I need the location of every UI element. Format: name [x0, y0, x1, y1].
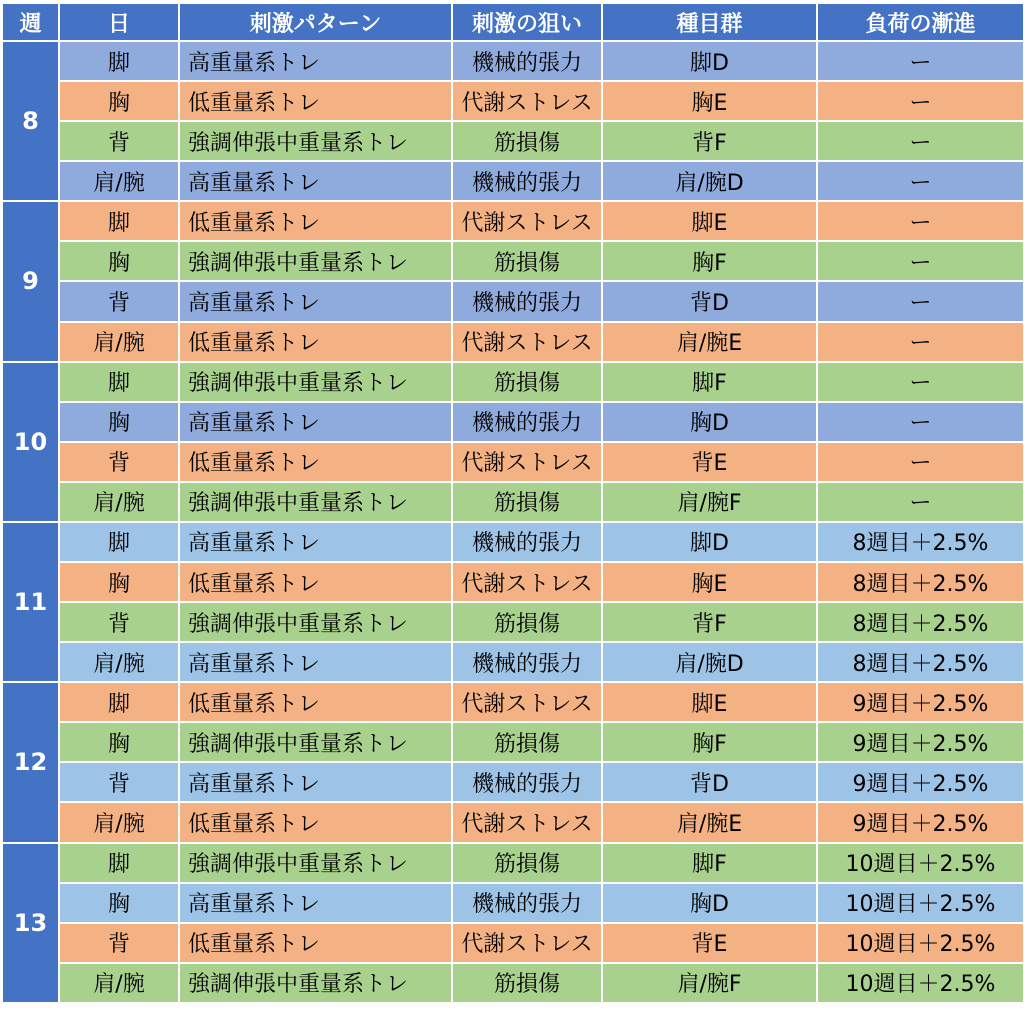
load-progression-cell: ー	[817, 81, 1024, 121]
table-row	[2, 322, 1024, 362]
stimulus-aim-cell: 代謝ストレス	[452, 322, 602, 362]
week-number-cell: 13	[2, 843, 59, 1003]
day-cell: 脚	[59, 682, 179, 722]
header-week: 週	[2, 3, 59, 41]
load-progression-cell: 10週目＋2.5%	[817, 843, 1024, 883]
table-row	[2, 762, 1024, 802]
stimulus-pattern-cell: 高重量系トレ	[179, 883, 452, 923]
day-cell: 脚	[59, 41, 179, 81]
stimulus-pattern-cell: 強調伸張中重量系トレ	[179, 482, 452, 522]
header-stimulus-pattern: 刺激パターン	[179, 3, 452, 41]
load-progression-cell: 9週目＋2.5%	[817, 802, 1024, 842]
stimulus-pattern-cell: 強調伸張中重量系トレ	[179, 121, 452, 161]
exercise-group-cell: 脚D	[602, 41, 817, 81]
table-body	[2, 41, 1024, 1003]
stimulus-pattern-cell: 高重量系トレ	[179, 642, 452, 682]
stimulus-aim-cell: 代謝ストレス	[452, 81, 602, 121]
stimulus-pattern-cell: 低重量系トレ	[179, 923, 452, 963]
stimulus-aim-cell: 代謝ストレス	[452, 442, 602, 482]
exercise-group-cell: 肩/腕D	[602, 161, 817, 201]
table-row	[2, 642, 1024, 682]
stimulus-pattern-cell: 強調伸張中重量系トレ	[179, 722, 452, 762]
week-number-cell: 9	[2, 201, 59, 361]
stimulus-aim-cell: 代謝ストレス	[452, 682, 602, 722]
exercise-group-cell: 胸E	[602, 81, 817, 121]
day-cell: 胸	[59, 402, 179, 442]
exercise-group-cell: 胸F	[602, 722, 817, 762]
day-cell: 肩/腕	[59, 482, 179, 522]
stimulus-pattern-cell: 高重量系トレ	[179, 281, 452, 321]
stimulus-pattern-cell: 高重量系トレ	[179, 161, 452, 201]
table-row	[2, 402, 1024, 442]
load-progression-cell: ー	[817, 482, 1024, 522]
stimulus-aim-cell: 代謝ストレス	[452, 562, 602, 602]
stimulus-aim-cell: 筋損傷	[452, 362, 602, 402]
day-cell: 背	[59, 442, 179, 482]
load-progression-cell: 9週目＋2.5%	[817, 722, 1024, 762]
exercise-group-cell: 背D	[602, 762, 817, 802]
stimulus-aim-cell: 機械的張力	[452, 883, 602, 923]
stimulus-aim-cell: 機械的張力	[452, 161, 602, 201]
stimulus-pattern-cell: 低重量系トレ	[179, 322, 452, 362]
stimulus-aim-cell: 筋損傷	[452, 482, 602, 522]
exercise-group-cell: 肩/腕D	[602, 642, 817, 682]
day-cell: 脚	[59, 201, 179, 241]
load-progression-cell: ー	[817, 322, 1024, 362]
stimulus-aim-cell: 筋損傷	[452, 843, 602, 883]
table-row	[2, 883, 1024, 923]
day-cell: 肩/腕	[59, 963, 179, 1003]
stimulus-aim-cell: 機械的張力	[452, 281, 602, 321]
table-row	[2, 482, 1024, 522]
day-cell: 背	[59, 923, 179, 963]
table-row	[2, 442, 1024, 482]
load-progression-cell: 8週目＋2.5%	[817, 522, 1024, 562]
day-cell: 胸	[59, 883, 179, 923]
day-cell: 脚	[59, 843, 179, 883]
day-cell: 胸	[59, 722, 179, 762]
stimulus-aim-cell: 代謝ストレス	[452, 201, 602, 241]
exercise-group-cell: 肩/腕F	[602, 482, 817, 522]
exercise-group-cell: 背E	[602, 923, 817, 963]
stimulus-pattern-cell: 低重量系トレ	[179, 201, 452, 241]
stimulus-pattern-cell: 強調伸張中重量系トレ	[179, 963, 452, 1003]
day-cell: 背	[59, 602, 179, 642]
exercise-group-cell: 胸E	[602, 562, 817, 602]
week-number-cell: 10	[2, 362, 59, 522]
exercise-group-cell: 脚D	[602, 522, 817, 562]
stimulus-aim-cell: 筋損傷	[452, 722, 602, 762]
table-row	[2, 843, 1024, 883]
stimulus-pattern-cell: 低重量系トレ	[179, 442, 452, 482]
load-progression-cell: ー	[817, 41, 1024, 81]
load-progression-cell: ー	[817, 442, 1024, 482]
exercise-group-cell: 肩/腕E	[602, 322, 817, 362]
stimulus-pattern-cell: 高重量系トレ	[179, 762, 452, 802]
load-progression-cell: ー	[817, 241, 1024, 281]
load-progression-cell: 8週目＋2.5%	[817, 562, 1024, 602]
exercise-group-cell: 脚F	[602, 843, 817, 883]
table-row	[2, 121, 1024, 161]
stimulus-pattern-cell: 低重量系トレ	[179, 682, 452, 722]
day-cell: 脚	[59, 362, 179, 402]
load-progression-cell: 10週目＋2.5%	[817, 923, 1024, 963]
day-cell: 胸	[59, 562, 179, 602]
exercise-group-cell: 背F	[602, 121, 817, 161]
table-row	[2, 562, 1024, 602]
day-cell: 肩/腕	[59, 161, 179, 201]
table-row	[2, 602, 1024, 642]
header-stimulus-aim: 刺激の狙い	[452, 3, 602, 41]
training-schedule-table	[1, 2, 1024, 1004]
stimulus-aim-cell: 機械的張力	[452, 642, 602, 682]
stimulus-aim-cell: 機械的張力	[452, 402, 602, 442]
exercise-group-cell: 胸D	[602, 402, 817, 442]
load-progression-cell: 8週目＋2.5%	[817, 602, 1024, 642]
exercise-group-cell: 脚E	[602, 682, 817, 722]
stimulus-pattern-cell: 強調伸張中重量系トレ	[179, 362, 452, 402]
stimulus-pattern-cell: 高重量系トレ	[179, 402, 452, 442]
exercise-group-cell: 胸F	[602, 241, 817, 281]
load-progression-cell: 9週目＋2.5%	[817, 762, 1024, 802]
day-cell: 肩/腕	[59, 802, 179, 842]
table-row	[2, 41, 1024, 81]
table-row	[2, 201, 1024, 241]
load-progression-cell: ー	[817, 201, 1024, 241]
stimulus-aim-cell: 機械的張力	[452, 41, 602, 81]
exercise-group-cell: 背D	[602, 281, 817, 321]
header-load-progression: 負荷の漸進	[817, 3, 1024, 41]
day-cell: 胸	[59, 81, 179, 121]
load-progression-cell: ー	[817, 121, 1024, 161]
stimulus-aim-cell: 筋損傷	[452, 241, 602, 281]
day-cell: 背	[59, 762, 179, 802]
week-number-cell: 12	[2, 682, 59, 842]
day-cell: 背	[59, 281, 179, 321]
exercise-group-cell: 肩/腕E	[602, 802, 817, 842]
table-row	[2, 802, 1024, 842]
week-number-cell: 8	[2, 41, 59, 201]
stimulus-aim-cell: 筋損傷	[452, 602, 602, 642]
stimulus-aim-cell: 代謝ストレス	[452, 802, 602, 842]
stimulus-pattern-cell: 強調伸張中重量系トレ	[179, 843, 452, 883]
stimulus-pattern-cell: 強調伸張中重量系トレ	[179, 602, 452, 642]
table-row	[2, 963, 1024, 1003]
load-progression-cell: 8週目＋2.5%	[817, 642, 1024, 682]
load-progression-cell: ー	[817, 362, 1024, 402]
stimulus-pattern-cell: 高重量系トレ	[179, 41, 452, 81]
stimulus-aim-cell: 機械的張力	[452, 522, 602, 562]
stimulus-pattern-cell: 低重量系トレ	[179, 802, 452, 842]
exercise-group-cell: 肩/腕F	[602, 963, 817, 1003]
load-progression-cell: 10週目＋2.5%	[817, 883, 1024, 923]
load-progression-cell: ー	[817, 281, 1024, 321]
load-progression-cell: ー	[817, 402, 1024, 442]
stimulus-aim-cell: 代謝ストレス	[452, 923, 602, 963]
header-day: 日	[59, 3, 179, 41]
stimulus-pattern-cell: 高重量系トレ	[179, 522, 452, 562]
exercise-group-cell: 背E	[602, 442, 817, 482]
stimulus-aim-cell: 機械的張力	[452, 762, 602, 802]
load-progression-cell: 9週目＋2.5%	[817, 682, 1024, 722]
table-row	[2, 241, 1024, 281]
table-row	[2, 522, 1024, 562]
week-number-cell: 11	[2, 522, 59, 682]
day-cell: 肩/腕	[59, 322, 179, 362]
exercise-group-cell: 背F	[602, 602, 817, 642]
exercise-group-cell: 胸D	[602, 883, 817, 923]
stimulus-pattern-cell: 低重量系トレ	[179, 81, 452, 121]
header-exercise-group: 種目群	[602, 3, 817, 41]
day-cell: 背	[59, 121, 179, 161]
load-progression-cell: 10週目＋2.5%	[817, 963, 1024, 1003]
table-row	[2, 161, 1024, 201]
stimulus-pattern-cell: 強調伸張中重量系トレ	[179, 241, 452, 281]
day-cell: 肩/腕	[59, 642, 179, 682]
day-cell: 脚	[59, 522, 179, 562]
day-cell: 胸	[59, 241, 179, 281]
table-row	[2, 682, 1024, 722]
exercise-group-cell: 脚E	[602, 201, 817, 241]
table-row	[2, 362, 1024, 402]
table-row	[2, 81, 1024, 121]
exercise-group-cell: 脚F	[602, 362, 817, 402]
stimulus-aim-cell: 筋損傷	[452, 121, 602, 161]
stimulus-aim-cell: 筋損傷	[452, 963, 602, 1003]
stimulus-pattern-cell: 低重量系トレ	[179, 562, 452, 602]
table-row	[2, 923, 1024, 963]
load-progression-cell: ー	[817, 161, 1024, 201]
table-header-row	[2, 3, 1024, 41]
table-row	[2, 722, 1024, 762]
table-row	[2, 281, 1024, 321]
